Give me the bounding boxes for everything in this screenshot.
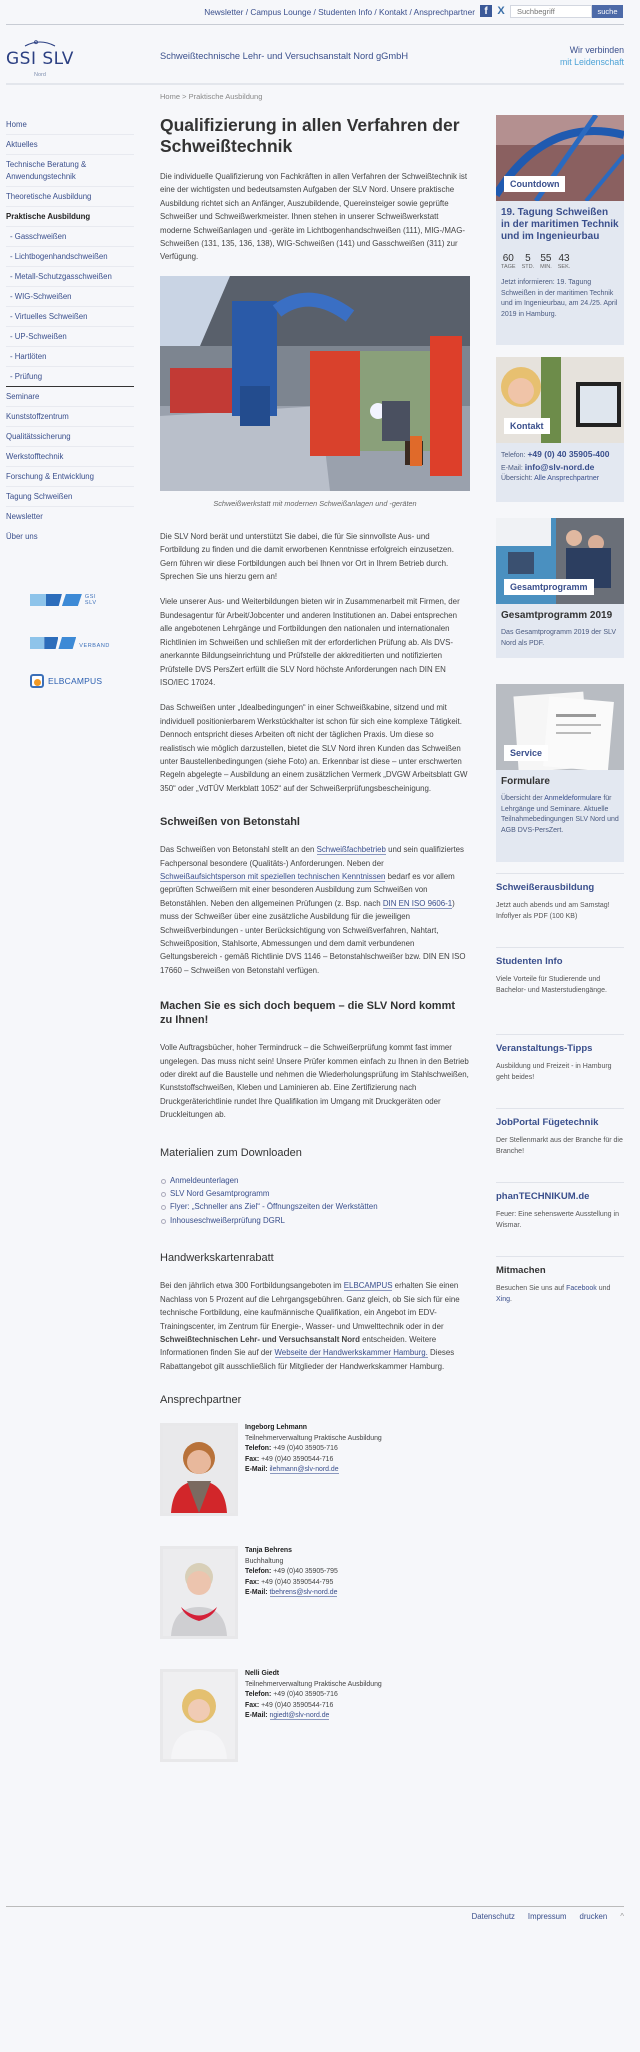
- box-text: Feuer: Eine sehenswerte Ausstellung in Wismar.: [496, 1211, 619, 1229]
- card-body: [496, 443, 624, 495]
- divider: [6, 83, 624, 85]
- breadcrumb: [160, 92, 262, 101]
- footer-impressum[interactable]: Impressum: [527, 1912, 567, 1921]
- search-button[interactable]: suche: [592, 5, 623, 18]
- box-text: [496, 1284, 624, 1305]
- facebook-icon[interactable]: f: [480, 5, 492, 17]
- label: E-Mail:: [501, 464, 525, 472]
- top-bar: [0, 0, 640, 24]
- text: und: [596, 1285, 611, 1292]
- contact-phone: +49 (0)40 35905-716: [273, 1445, 338, 1453]
- photo-caption: Schweißwerkstatt mit modernen Schweißanlagen und -geräten: [213, 498, 417, 508]
- dvs-block: [44, 637, 58, 649]
- separator: /: [311, 7, 319, 17]
- countdown-card[interactable]: [496, 115, 624, 345]
- box-text: Ausbildung und Freizeit - in Hamburg geht beides!: [496, 1063, 612, 1081]
- dvs-block: [58, 637, 76, 649]
- gesamtprogramm-text: Das Gesamtprogramm 2019 der SLV Nord als PDF.: [501, 629, 617, 647]
- slogan-line2: mit Leidenschaft: [559, 57, 624, 67]
- text: und sein qualifiziertes Fachpersonal besondere (Qualitäts-) Anforderungen. Neben der: [160, 845, 464, 868]
- download-item: [160, 1214, 470, 1227]
- label: TAGE: [501, 264, 516, 270]
- text: .: [510, 1295, 512, 1303]
- contact-phone: +49 (0)40 35905-716: [273, 1691, 338, 1699]
- service-text: [501, 794, 619, 836]
- service-card[interactable]: [496, 684, 624, 862]
- label: E-Mail:: [245, 1466, 268, 1474]
- dvs-block: [62, 594, 82, 606]
- footer-divider: [6, 1906, 624, 1907]
- value: 5: [525, 253, 531, 264]
- kontakt-phone-line: [501, 449, 619, 462]
- box-title[interactable]: phanTECHNIKUM.de: [496, 1191, 590, 1202]
- service-tag: Service: [504, 745, 548, 761]
- label: Fax:: [245, 1455, 260, 1463]
- contact-fax: +49 (0)40 3590544-795: [261, 1578, 334, 1586]
- kontakt-image: [496, 357, 624, 443]
- card-body: [496, 201, 624, 330]
- gesamtprogramm-tag: Gesamtprogramm: [504, 579, 594, 595]
- separator: /: [372, 7, 380, 17]
- section-heading-rabatt: Handwerkskartenrabatt: [160, 1252, 274, 1265]
- link-xing[interactable]: Xing: [496, 1295, 511, 1303]
- text: bedarf es vor allem geprüften Schweißern mit einer besonderen Ausbildung zum Schweißen von Betonstählen. Neben den allgemeinen Prüfungen (z. Bsp. nach: [160, 871, 455, 908]
- slogan: [560, 44, 624, 68]
- breadcrumb-home[interactable]: Home: [160, 92, 181, 101]
- contact-photo: [160, 1669, 238, 1762]
- card-body: [496, 604, 624, 659]
- nav-item-lichtbogenhandschweissen[interactable]: - Lichtbogenhandschweißen: [6, 247, 134, 267]
- contact-email[interactable]: ilehmann@slv-nord.de: [269, 1466, 339, 1474]
- service-image: [496, 684, 624, 770]
- page-title: Qualifizierung in allen Verfahren der Schweißtechnik: [160, 115, 460, 156]
- link-anmeldeformulare[interactable]: Anmeldeformulare: [544, 795, 602, 802]
- separator: /: [243, 7, 251, 17]
- breadcrumb-separator: >: [180, 92, 189, 101]
- workshop-image: [160, 276, 470, 491]
- paragraph: Die SLV Nord berät und unterstützt Sie dabei, die für Sie sinnvollste Aus- und Fortbildung zu finden und die damit erworbenen Kenntnisse erfolgreich einzusetzen. Gern führen wir diese Fortbildungen auch bei Ihnen vor Ort in Ihrem Betrieb durch. Sprechen Sie uns hierzu gern an!: [160, 531, 454, 582]
- download-flyer[interactable]: Flyer: „Schneller ans Ziel“ - Öffnungszeiten der Werkstätten: [170, 1202, 378, 1212]
- organization-name: Schweißtechnische Lehr- und Versuchsanstalt Nord gGmbH: [160, 51, 409, 61]
- kontakt-overview-line: [501, 474, 619, 485]
- nav-item-pruefung[interactable]: - Prüfung: [6, 367, 134, 387]
- paragraph: Viele unserer Aus- und Weiterbildungen bieten wir in Zusammenarbeit mit Firmen, der Bundesagentur für Arbeit/Jobcenter und anderen Institutionen an. Dabei entsprechen alle angebotenen Lehrgänge und Fortbildungen den nationalen und internationalen Richtlinien im Schweißen und schließen mit der erforderlichen Prüfung ab. Als DVS-anerkannte Bildungseinrichtung und Prüfstelle der akkreditierten und notifizierten Prüfstelle DVS PersZert erfüllt die SLV Nord höchste Anforderungen nach DIN EN ISO/IEC 17024.: [160, 597, 460, 687]
- label: Telefon:: [245, 1691, 272, 1699]
- contact-info: [245, 1546, 338, 1639]
- countdown-minutes: [540, 253, 552, 270]
- dvs-verband-logo[interactable]: [30, 633, 110, 649]
- kontakt-overview-link[interactable]: Alle Ansprechpartner: [534, 475, 600, 482]
- contact-name: Nelli Giedt: [245, 1670, 280, 1678]
- separator: /: [407, 7, 414, 17]
- value: 60: [502, 253, 514, 264]
- nav-item-werkstofftechnik[interactable]: Werkstofftechnik: [6, 447, 134, 467]
- section-heading-downloads: Materialien zum Downloaden: [160, 1146, 302, 1159]
- label: E-Mail:: [245, 1712, 268, 1720]
- text: Dieses Rabattangebot gilt ausschließlich für Mitglieder der Handwerkskammer Hamburg.: [160, 1348, 455, 1371]
- link-newsletter[interactable]: Newsletter: [204, 7, 244, 17]
- paragraph: Das Schweißen unter „Idealbedingungen“ in einer Schweißkabine, sitzend und mit individuell positionierbarem Werkstückhalter ist schon für sich eine komplexe Tätigkeit. Dennoch entspricht dieses Arbeiten oft nicht der täglichen Praxis. Um diese so realistisch wie möglich darzustellen, bietet die SLV Nord ihren Kunden das Schweißen unter Baustellenbedingungen (siehe Foto) an. Erkennbar ist diese – unter erschwerten Regeln abgelegte – Ausbildung an einem zusätzlichen Vermerk „DVGW Arbeitsblatt GW 350“ oder „VdTÜV Merkblatt 1052“ auf der Schweißerprüfungsbescheinigung.: [160, 703, 468, 793]
- countdown-hours: [522, 253, 535, 270]
- dvs-block: [46, 594, 62, 606]
- box-text: Jetzt auch abends und am Samstag! Infoflyer als PDF (100 KB): [496, 902, 610, 920]
- text: entscheiden. Weitere Informationen finden Sie auf der: [160, 1334, 437, 1358]
- label: Telefon:: [245, 1445, 272, 1453]
- paragraph-betonstahl: [160, 843, 470, 977]
- nav-item-technische-beratung[interactable]: Technische Beratung & Anwendungstechnik: [6, 155, 134, 187]
- contact-info: [245, 1669, 382, 1762]
- contact-phone: +49 (0)40 35905-795: [273, 1568, 338, 1576]
- box-title[interactable]: Schweißerausbildung: [496, 882, 595, 893]
- text: Bei den jährlich etwa 300 Fortbildungsangeboten im: [160, 1281, 344, 1291]
- contact-role: Buchhaltung: [245, 1557, 284, 1565]
- contact-fax: +49 (0)40 3590544-716: [261, 1455, 334, 1463]
- contact-name: Ingeborg Lehmann: [245, 1424, 308, 1432]
- kontakt-tag: Kontakt: [504, 418, 550, 434]
- downloads-list: [160, 1174, 470, 1228]
- label: Fax:: [245, 1701, 260, 1709]
- paragraph-bequem: Volle Auftragsbücher, hoher Termindruck – die Schweißerprüfung kommt fast immer ungelegen. Das muss nicht sein! Unsere Prüfer kommen einfach zu Ihnen in den Betrieb oder direkt auf die Baustelle und nehmen die Wiederholungsprüfung im Stahlschweißen, Kunststoffschweißen, Kleben und Laminieren ab. Eine Zertifizierung nach Druckgeräterichtlinie rundet Ihre Qualifikation im Umgang mit Druckgeräten oder Druckleitungen ab.: [160, 1043, 469, 1120]
- person-photo: [163, 1672, 235, 1759]
- bold-text: Schweißtechnischen Lehr- und Versuchsanstalt Nord: [160, 1334, 360, 1344]
- xing-icon[interactable]: X: [497, 5, 505, 17]
- link-studenten-info[interactable]: Studenten Info: [318, 7, 373, 17]
- nav-item-gasschweissen[interactable]: - Gasschweißen: [6, 227, 134, 247]
- logo-sub: Nord: [34, 72, 46, 78]
- intro-paragraph: Die individuelle Qualifizierung von Fachkräften in allen Verfahren der Schweißtechnik ist eine der wichtigsten und bedeutsamsten Aufgaben der SLV Nord. Unsere praktische Ausbildung richtet sich an Anfänger, Auszubildende, Quereinsteiger sowie geprüfte Schweißer und Schweißwerkmeister. Ihnen stehen in unserer Schweißwerkstatt moderne Schweißanlagen und -geräte im Lichtbogenhandschweißen (111), MIG-/MAG-Schweißen (131, 135, 136, 138), WIG-Schweißen (141) und Gasschweißen (311) zur Verfügung.: [160, 172, 468, 262]
- logo-arc-icon: [24, 39, 56, 47]
- person-photo: [163, 1426, 235, 1513]
- breadcrumb-current: Praktische Ausbildung: [188, 92, 263, 101]
- partner-label: ELBCAMPUS: [48, 676, 103, 686]
- nav-item-ueber-uns[interactable]: Über uns: [6, 532, 38, 541]
- utility-links: [204, 7, 475, 17]
- label: E-Mail:: [245, 1589, 268, 1597]
- service-title: Formulare: [501, 776, 550, 787]
- label: Übersicht:: [501, 475, 535, 482]
- value: 43: [558, 253, 570, 264]
- countdown-title: 19. Tagung Schweißen in der maritimen Technik und im Ingenieurbau: [501, 207, 619, 242]
- gesamtprogramm-card[interactable]: [496, 518, 624, 658]
- box-jobportal[interactable]: [496, 1108, 624, 1157]
- box-schweisserausbildung[interactable]: [496, 873, 624, 922]
- slogan-line1: Wir verbinden: [569, 45, 624, 55]
- section-heading-ansprechpartner: Ansprechpartner: [160, 1394, 242, 1407]
- nav-item-seminare[interactable]: Seminare: [6, 387, 134, 407]
- box-studenten-info[interactable]: [496, 947, 624, 996]
- text: ) muss der Schweißer über eine zusätzliche Ausbildung für die jeweiligen Schweißverbindungen - unter Berücksichtigung von Schweißverfahren, Nahtart, Schweißposition, Stahlsorte, Abmessungen und dem damit verbundenen Geltungsbereich - gemäß Richtlinie DVS 1146 – Betonstahlschweißer bzw. DIN EN ISO 17660 – Schweißen von Betonstahl verfügen.: [160, 898, 466, 975]
- countdown-days: [501, 253, 516, 270]
- scroll-top-icon[interactable]: ^: [620, 1912, 624, 1921]
- nav-item-virtuelles-schweissen[interactable]: - Virtuelles Schweißen: [6, 307, 134, 327]
- link-schweissfachbetrieb[interactable]: Schweißfachbetrieb: [316, 845, 386, 855]
- text: Übersicht der: [501, 795, 545, 802]
- nav-item-praktische-ausbildung[interactable]: Praktische Ausbildung: [6, 207, 134, 227]
- logo-name: GSI SLV: [6, 49, 74, 69]
- download-anmeldeunterlagen[interactable]: Anmeldeunterlagen: [170, 1175, 239, 1185]
- workshop-photo: [160, 276, 470, 491]
- kontakt-email[interactable]: info@slv-nord.de: [524, 461, 595, 472]
- label: STD.: [521, 264, 535, 270]
- dvs-block: [30, 637, 44, 649]
- contact-email[interactable]: tbehrens@slv-nord.de: [269, 1589, 338, 1597]
- contact-photo: [160, 1423, 238, 1516]
- link-ansprechpartner[interactable]: Ansprechpartner: [413, 7, 475, 17]
- footer-datenschutz[interactable]: Datenschutz: [471, 1912, 515, 1921]
- countdown-text: Jetzt informieren: 19. Tagung Schweißen in der maritimen Technik und im Ingenieurbau, am 24./25. April 2019 in Hamburg.: [501, 279, 618, 318]
- partner-label: VERBAND: [79, 643, 110, 649]
- kontakt-card[interactable]: [496, 357, 624, 502]
- card-body: [496, 770, 624, 846]
- nav-item-qualitaetssicherung[interactable]: Qualitätssicherung: [6, 427, 134, 447]
- label: SEK.: [557, 264, 571, 270]
- download-inhouse[interactable]: Inhouseschweißerprüfung DGRL: [170, 1215, 285, 1225]
- nav-item-tagung[interactable]: Tagung Schweißen: [6, 487, 134, 507]
- link-din-en-iso-9606[interactable]: DIN EN ISO 9606-1: [382, 898, 453, 908]
- person-photo: [163, 1549, 235, 1636]
- download-gesamtprogramm[interactable]: SLV Nord Gesamtprogramm: [170, 1189, 270, 1199]
- value: 55: [540, 253, 552, 264]
- contact-fax: +49 (0)40 3590544-716: [261, 1701, 334, 1709]
- countdown-timer: [501, 253, 619, 270]
- nav-item-wig-schweissen[interactable]: - WIG-Schweißen: [6, 287, 134, 307]
- download-item: [160, 1187, 470, 1200]
- gesamtprogramm-title: Gesamtprogramm 2019: [501, 610, 613, 621]
- section-heading-betonstahl: Schweißen von Betonstahl: [160, 816, 300, 829]
- dvs-gsi-slv-logo[interactable]: [30, 590, 110, 606]
- paragraph-rabatt: [160, 1279, 470, 1373]
- kontakt-phone[interactable]: +49 (0) 40 35905-400: [527, 449, 610, 459]
- nav-item-newsletter[interactable]: Newsletter: [6, 512, 43, 521]
- text: erhalten Sie einen Nachlass von 5 Prozent auf die Lehrgangsgebühren. Ganz gleich, ob Sie sich für eine technische Fortbildung, eine kaufmännische Qualifikation, ein Angebot im EDV-Trainingscenter, im Zentrum für Energie-, Wasser- und Umwelttechnik oder in der: [160, 1281, 460, 1331]
- gesamtprogramm-image: [496, 518, 624, 604]
- text: Besuchen Sie uns auf: [496, 1285, 567, 1292]
- contact-photo: [160, 1546, 238, 1639]
- box-text: Viele Vorteile für Studierende und Bachelor- und Masterstudiengänge.: [496, 976, 607, 994]
- kontakt-email-line: [501, 462, 619, 475]
- contact-email[interactable]: ngiedt@slv-nord.de: [269, 1712, 330, 1720]
- nav-item-aktuelles[interactable]: Aktuelles: [6, 135, 134, 155]
- label: MIN.: [540, 264, 552, 270]
- box-phantechnikum[interactable]: [496, 1182, 624, 1231]
- main-content: [160, 115, 470, 1782]
- label: Telefon:: [245, 1568, 272, 1576]
- link-elbcampus[interactable]: ELBCAMPUS: [343, 1281, 393, 1291]
- contact-role: Teilnehmerverwaltung Praktische Ausbildung: [245, 1680, 382, 1688]
- link-kontakt[interactable]: Kontakt: [379, 7, 408, 17]
- label: Telefon:: [501, 452, 528, 459]
- divider: [6, 24, 624, 25]
- label: Fax:: [245, 1578, 260, 1586]
- box-text: Der Stellenmarkt aus der Branche für die Branche!: [496, 1137, 623, 1155]
- nav-item-home[interactable]: Home: [6, 115, 134, 135]
- nav-item-kunststoffzentrum[interactable]: Kunststoffzentrum: [6, 407, 134, 427]
- box-title: Mitmachen: [496, 1265, 546, 1276]
- elbcampus-logo[interactable]: [30, 674, 110, 688]
- box-veranstaltungs-tipps[interactable]: [496, 1034, 624, 1083]
- nav-item-theoretische-ausbildung[interactable]: Theoretische Ausbildung: [6, 187, 134, 207]
- contact-role: Teilnehmerverwaltung Praktische Ausbildung: [245, 1434, 382, 1442]
- footer: [472, 1912, 624, 1921]
- nav-item-forschung[interactable]: Forschung & Entwicklung: [6, 467, 134, 487]
- box-title[interactable]: JobPortal Fügetechnik: [496, 1117, 599, 1128]
- link-facebook[interactable]: Facebook: [566, 1285, 597, 1292]
- link-campus-lounge[interactable]: Campus Lounge: [250, 7, 312, 17]
- countdown-tag: Countdown: [504, 176, 565, 192]
- contact-name: Tanja Behrens: [245, 1547, 292, 1555]
- contact-info: [245, 1423, 382, 1516]
- search-input[interactable]: [510, 5, 592, 18]
- box-mitmachen: [496, 1256, 624, 1305]
- download-item: [160, 1174, 470, 1187]
- contact-card: [160, 1669, 470, 1762]
- box-title[interactable]: Studenten Info: [496, 956, 563, 967]
- text: für Lehrgänge und Seminare. Aktuelle Teilnahmebedingungen SLV Nord und AGB DVS-PersZert.: [501, 795, 619, 834]
- countdown-seconds: [558, 253, 571, 270]
- text: Das Schweißen von Betonstahl stellt an den: [160, 845, 317, 855]
- logo[interactable]: [6, 36, 76, 80]
- countdown-image: [496, 115, 624, 201]
- link-handwerkskammer[interactable]: Webseite der Handwerkskammer Hamburg.: [274, 1348, 428, 1358]
- contact-card: [160, 1423, 470, 1516]
- nav-item-hartloeten[interactable]: - Hartlöten: [6, 347, 134, 367]
- footer-drucken[interactable]: drucken: [579, 1912, 608, 1921]
- download-item: [160, 1200, 470, 1213]
- dvs-block: [30, 594, 46, 606]
- section-heading-bequem: Machen Sie es sich doch bequem – die SLV Nord kommt zu Ihnen!: [160, 1000, 456, 1027]
- nav-item-metall-schutzgasschweissen[interactable]: - Metall-Schutzgasschweißen: [6, 267, 134, 287]
- sidebar-nav: [6, 115, 134, 547]
- partner-label: GSI SLV: [84, 594, 97, 606]
- box-title[interactable]: Veranstaltungs-Tipps: [496, 1043, 593, 1054]
- link-schweissaufsichtsperson[interactable]: Schweißaufsichtsperson mit speziellen technischen Kenntnissen: [160, 871, 386, 881]
- contact-card: [160, 1546, 470, 1639]
- elbcampus-icon: [30, 674, 44, 688]
- nav-item-up-schweissen[interactable]: - UP-Schweißen: [6, 327, 134, 347]
